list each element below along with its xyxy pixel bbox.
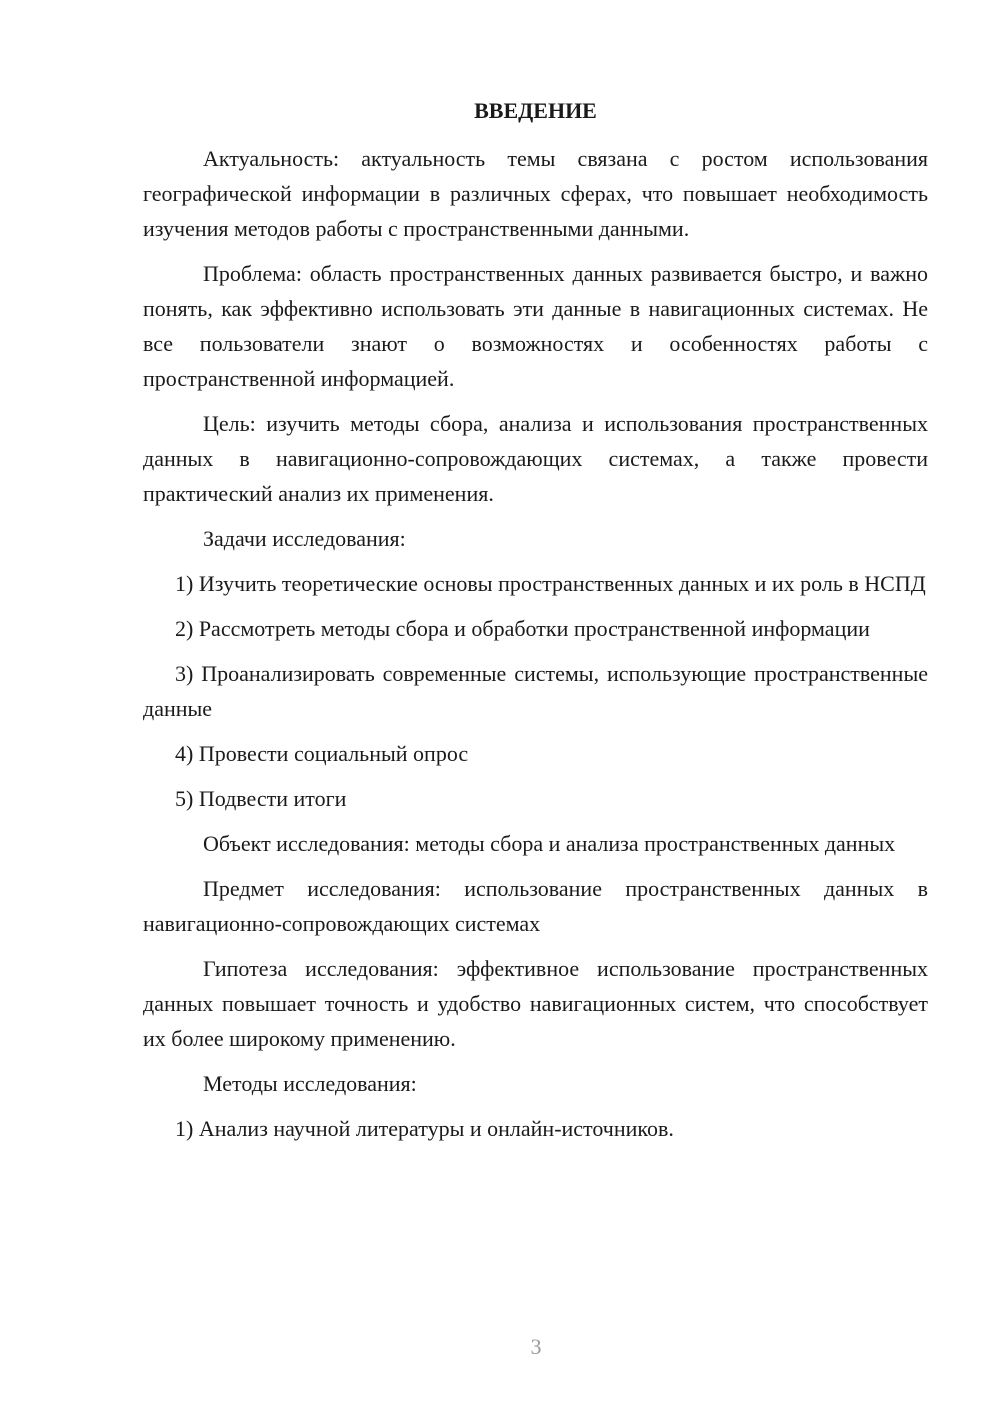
page-number: 3: [530, 1334, 542, 1359]
methods-heading: Методы исследования:: [203, 1071, 417, 1096]
task-item-4: 4) Провести социальный опрос: [175, 741, 469, 766]
tasks-heading: Задачи исследования:: [203, 526, 406, 551]
paragraph-subject: Предмет исследования: использование пространственных данных в навигационно-сопровождающих системах: [143, 876, 928, 936]
paragraph-object: Объект исследования: методы сбора и анализа пространственных данных: [203, 831, 896, 856]
task-item-3: 3) Проанализировать современные системы, использующие пространственные данные: [143, 661, 928, 721]
method-item-1: 1) Анализ научной литературы и онлайн-источников.: [175, 1116, 674, 1141]
task-item-5: 5) Подвести итоги: [175, 786, 347, 811]
paragraph-goal: Цель: изучить методы сбора, анализа и использования пространственных данных в навигационно-сопровождающих системах, а также провести практический анализ их применения.: [143, 411, 928, 506]
task-item-2: 2) Рассмотреть методы сбора и обработки пространственной информации: [175, 616, 870, 641]
paragraph-hypothesis: Гипотеза исследования: эффективное использование пространственных данных повышает точность и удобство навигационных систем, что способствует их более широкому применению.: [143, 956, 928, 1051]
task-item-1: 1) Изучить теоретические основы пространственных данных и их роль в НСПД: [175, 571, 926, 596]
paragraph-relevance: Актуальность: актуальность темы связана с ростом использования географической информации в различных сферах, что повышает необходимость изучения методов работы с пространственными данными.: [143, 146, 928, 241]
page-title: ВВЕДЕНИЕ: [474, 98, 597, 123]
paragraph-problem: Проблема: область пространственных данных развивается быстро, и важно понять, как эффективно использовать эти данные в навигационных системах. Не все пользователи знают о возможностях и особенностях работы с пространственной информацией.: [143, 261, 928, 391]
page-content: [143, 95, 928, 1156]
